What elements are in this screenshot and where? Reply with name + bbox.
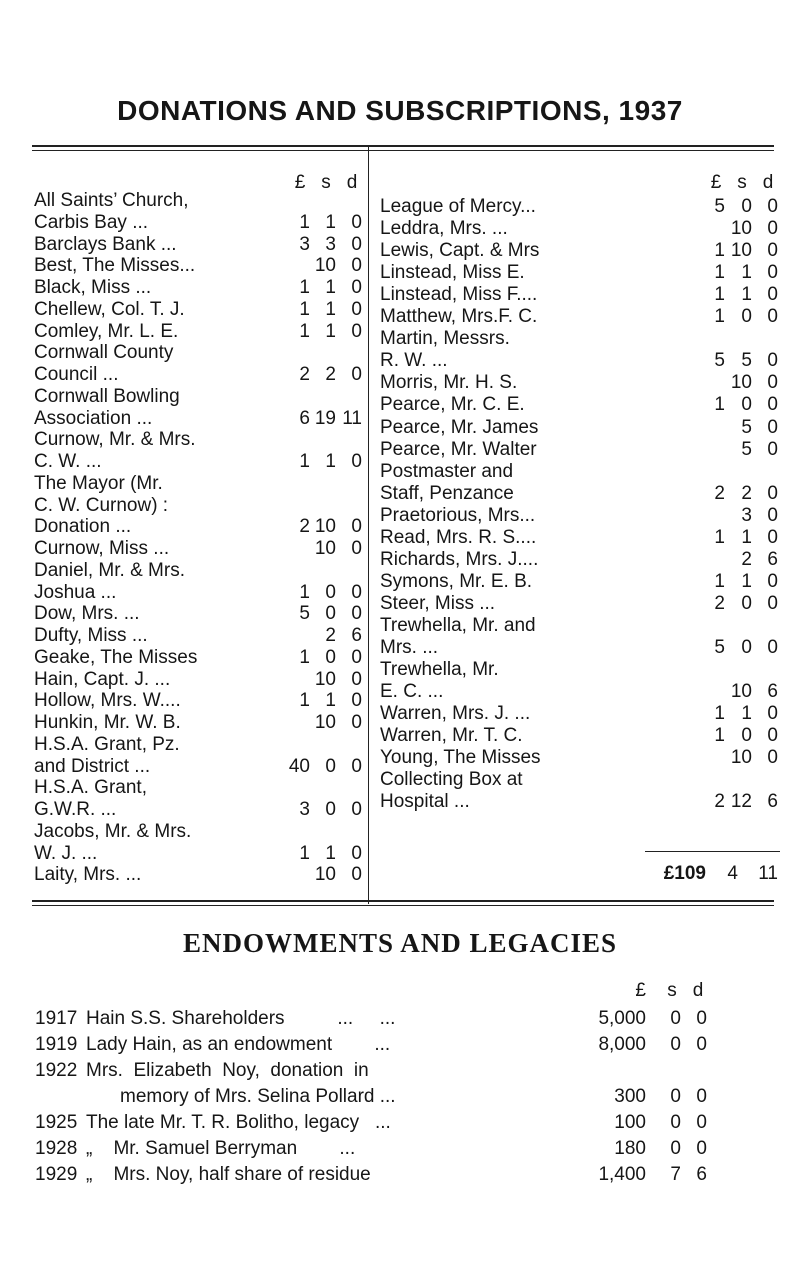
amount-shillings: 0: [325, 603, 336, 625]
amount-shillings: 0: [741, 592, 752, 614]
list-item: [0, 637, 800, 659]
list-item: [0, 659, 800, 681]
amount-pence: 0: [351, 668, 362, 690]
entry-name: Dufty, Miss ...: [34, 625, 148, 646]
list-item: [0, 328, 800, 350]
list-item: [0, 549, 800, 571]
amount-pounds: 1: [299, 646, 310, 668]
amount-pounds: 1: [299, 690, 310, 712]
bottom-double-rule: [32, 900, 774, 902]
amount-shillings: 0: [741, 394, 752, 416]
amount-pence: 0: [696, 1086, 707, 1107]
endowment-year: 1917: [35, 1008, 78, 1029]
entry-name: The Mayor (Mr.: [34, 472, 163, 494]
entry-name: Daniel, Mr. & Mrs.: [34, 559, 185, 581]
entry-name: H.S.A. Grant, Pz.: [34, 733, 180, 755]
amount-pence: 0: [351, 799, 362, 820]
entry-name: Mrs. ...: [380, 637, 439, 658]
entry-name: Leddra, Mrs. ...: [380, 218, 508, 240]
shillings-header: s: [737, 172, 747, 193]
pence-header: d: [346, 172, 358, 193]
bottom-double-rule-inner: [32, 905, 774, 906]
amount-pounds: 5: [714, 637, 725, 658]
endowments-title: ENDOWMENTS AND LEGACIES: [182, 928, 618, 958]
amount-shillings: 1: [741, 284, 752, 306]
amount-pounds: 3: [299, 233, 310, 255]
amount-shillings: 1: [325, 320, 336, 342]
amount-pounds: 5: [714, 350, 725, 372]
amount-pounds: 2: [714, 482, 725, 504]
amount-shillings: 10: [730, 681, 752, 703]
amount-pounds: 1: [299, 211, 310, 233]
amount-pence: 0: [767, 526, 778, 548]
amount-pence: 0: [351, 581, 362, 603]
amount-shillings: 10: [314, 864, 336, 886]
amount-shillings: 5: [741, 350, 752, 372]
endowment-description: The late Mr. T. R. Bolitho, legacy ...: [86, 1112, 391, 1133]
amount-pounds: 1: [714, 306, 725, 328]
entry-name: Symons, Mr. E. B.: [380, 570, 533, 592]
endow-pounds-header: £: [635, 980, 646, 1001]
endowment-year: 1922: [35, 1060, 78, 1081]
entry-name: Black, Miss ...: [34, 277, 152, 298]
amount-pounds: 5: [299, 603, 310, 625]
amount-pence: 0: [351, 712, 362, 733]
entry-name: Geake, The Misses: [34, 646, 198, 668]
amount-pounds: 1: [299, 451, 310, 472]
entry-name: Hospital ...: [380, 791, 470, 813]
endowment-row: [0, 1032, 800, 1058]
amount-pence: 0: [696, 1034, 707, 1055]
amount-pounds: 2: [299, 364, 310, 385]
amount-pence: 0: [767, 240, 778, 262]
endowment-year: 1919: [35, 1034, 78, 1055]
amount-pounds: 1: [714, 526, 725, 548]
amount-pounds: 2: [714, 791, 725, 813]
amount-pounds: 1: [714, 703, 725, 725]
amount-shillings: 10: [730, 240, 752, 262]
endowment-description: Mrs. Elizabeth Noy, donation in: [86, 1060, 369, 1081]
amount-shillings: 10: [730, 372, 752, 394]
amount-pounds: 6: [299, 407, 310, 429]
list-item: [0, 527, 800, 549]
list-item: [0, 725, 800, 747]
amount-pounds: 1: [714, 240, 725, 262]
amount-shillings: 1: [741, 526, 752, 548]
amount-pounds: 1: [714, 394, 725, 416]
amount-pence: 11: [342, 407, 362, 429]
entry-name: Association ...: [34, 407, 153, 429]
entry-name: Cornwall Bowling: [34, 385, 180, 407]
entry-name: Donation ...: [34, 516, 132, 538]
entry-name: Jacobs, Mr. & Mrs.: [34, 820, 192, 842]
amount-pence: 0: [767, 262, 778, 284]
entry-name: Postmaster and: [380, 460, 514, 482]
amount-pence: 0: [351, 364, 362, 385]
amount-pence: 0: [696, 1138, 707, 1159]
list-item: [0, 505, 800, 527]
amount-pence: 0: [767, 372, 778, 394]
list-item: [0, 681, 800, 703]
amount-pounds: 180: [614, 1138, 646, 1159]
entry-name: Carbis Bay ...: [34, 211, 149, 233]
amount-pounds: 1: [299, 298, 310, 320]
entry-name: Hollow, Mrs. W....: [34, 690, 181, 712]
amount-pence: 0: [767, 284, 778, 306]
entry-name: Warren, Mr. T. C.: [380, 725, 523, 747]
amount-pence: 6: [767, 681, 778, 703]
amount-pounds: 1: [299, 842, 310, 864]
entry-name: Hunkin, Mr. W. B.: [34, 712, 181, 733]
entry-name: C. W. ...: [34, 451, 102, 472]
endowment-row: [0, 1006, 800, 1032]
entry-name: Curnow, Miss ...: [34, 538, 170, 559]
amount-shillings: 1: [741, 570, 752, 592]
list-item: [0, 593, 800, 615]
endowment-description: memory of Mrs. Selina Pollard ...: [120, 1086, 396, 1107]
amount-shillings: 3: [741, 504, 752, 526]
endowment-row: [0, 1162, 800, 1188]
amount-shillings: 0: [325, 646, 336, 668]
amount-shillings: 10: [314, 712, 336, 733]
amount-pounds: 1,400: [598, 1164, 646, 1185]
amount-shillings: 0: [741, 306, 752, 328]
list-item: [0, 218, 800, 240]
list-item: [0, 461, 800, 483]
page-title: DONATIONS AND SUBSCRIPTIONS, 1937: [117, 95, 683, 126]
amount-shillings: 0: [325, 581, 336, 603]
top-double-rule: [32, 145, 774, 147]
amount-pence: 0: [351, 451, 362, 472]
list-item: [0, 350, 800, 372]
endowment-description: „ Mrs. Noy, half share of residue: [86, 1164, 371, 1185]
entry-name: Joshua ...: [34, 581, 117, 603]
list-item: [0, 843, 800, 865]
amount-shillings: 1: [325, 277, 336, 298]
entry-name: Martin, Messrs.: [380, 328, 510, 350]
endowment-description: Lady Hain, as an endowment ...: [86, 1034, 391, 1055]
pence-header: d: [762, 172, 774, 193]
amount-pence: 0: [351, 538, 362, 559]
list-item: [0, 240, 800, 262]
amount-shillings: 1: [741, 703, 752, 725]
amount-pence: 0: [767, 416, 778, 438]
amount-pence: 0: [351, 690, 362, 712]
entry-name: Staff, Penzance: [380, 482, 514, 504]
amount-shillings: 3: [325, 233, 336, 255]
amount-shillings: 10: [314, 516, 336, 538]
pounds-header: £: [710, 172, 722, 193]
amount-pence: 6: [696, 1164, 707, 1185]
entry-name: H.S.A. Grant,: [34, 777, 147, 799]
entry-name: Laity, Mrs. ...: [34, 864, 142, 886]
amount-pence: 6: [351, 625, 362, 646]
amount-pounds: 1: [714, 725, 725, 747]
entry-name: Lewis, Capt. & Mrs: [380, 240, 540, 262]
amount-pence: 0: [351, 277, 362, 298]
amount-pounds: 3: [299, 799, 310, 820]
amount-pence: 0: [767, 504, 778, 526]
endowment-year: 1925: [35, 1112, 78, 1133]
amount-shillings: 1: [325, 451, 336, 472]
list-item: [0, 372, 800, 394]
amount-pounds: 1: [714, 570, 725, 592]
list-item: [0, 747, 800, 769]
amount-shillings: 0: [670, 1086, 681, 1107]
amount-shillings: 7: [670, 1164, 681, 1185]
amount-pence: 0: [696, 1112, 707, 1133]
amount-pence: 0: [351, 864, 362, 886]
amount-pence: 0: [767, 394, 778, 416]
endow-shillings-header: s: [667, 980, 677, 1001]
amount-pence: 0: [767, 482, 778, 504]
amount-shillings: 12: [730, 791, 752, 813]
amount-shillings: 0: [741, 196, 752, 217]
endowment-description: „ Mr. Samuel Berryman ...: [86, 1138, 356, 1159]
list-item: [0, 306, 800, 328]
list-item: [0, 571, 800, 593]
amount-shillings: 10: [730, 747, 752, 769]
amount-shillings: 0: [670, 1034, 681, 1055]
entry-name: E. C. ...: [380, 681, 444, 703]
list-item: [0, 769, 800, 791]
entry-name: Best, The Misses...: [34, 255, 196, 277]
list-item: [0, 284, 800, 306]
amount-pence: 0: [351, 755, 362, 777]
amount-pence: 0: [696, 1008, 707, 1029]
amount-pence: 0: [767, 592, 778, 614]
entry-name: Pearce, Mr. C. E.: [380, 394, 525, 416]
pounds-header: £: [294, 172, 306, 193]
amount-shillings: 10: [314, 668, 336, 690]
amount-shillings: 19: [314, 407, 336, 429]
amount-shillings: 0: [670, 1138, 681, 1159]
entry-name: Warren, Mrs. J. ...: [380, 703, 531, 725]
amount-pounds: 2: [299, 516, 310, 538]
amount-pounds: 5,000: [598, 1008, 646, 1029]
amount-pence: 0: [351, 603, 362, 625]
entry-name: Pearce, Mr. Walter: [380, 438, 537, 460]
amount-pounds: 2: [714, 592, 725, 614]
endowment-row: [0, 1058, 800, 1084]
entry-name: Barclays Bank ...: [34, 233, 177, 255]
amount-shillings: 1: [325, 211, 336, 233]
amount-pence: 0: [351, 233, 362, 255]
shillings-header: s: [321, 172, 331, 193]
amount-shillings: 10: [314, 538, 336, 559]
amount-pounds: 300: [614, 1086, 646, 1107]
endowment-row: [0, 1136, 800, 1162]
amount-pounds: 1: [299, 277, 310, 298]
amount-shillings: 2: [325, 364, 336, 385]
amount-pounds: 1: [714, 262, 725, 284]
amount-shillings: 0: [741, 725, 752, 747]
list-item: [0, 615, 800, 637]
entry-name: Council ...: [34, 364, 119, 385]
endowment-year: 1928: [35, 1138, 78, 1159]
amount-pence: 0: [351, 255, 362, 277]
amount-pounds: 100: [614, 1112, 646, 1133]
amount-pence: 0: [351, 646, 362, 668]
amount-pence: 0: [351, 516, 362, 538]
endowment-row: [0, 1084, 800, 1110]
amount-pounds: 40: [288, 755, 310, 777]
amount-pounds: 1: [714, 284, 725, 306]
entry-name: All Saints’ Church,: [34, 190, 189, 211]
entry-name: C. W. Curnow) :: [34, 494, 169, 516]
list-item: [0, 821, 800, 843]
amount-pence: 0: [351, 211, 362, 233]
amount-shillings: 0: [670, 1112, 681, 1133]
entry-name: Young, The Misses: [380, 747, 541, 769]
amount-pence: 0: [767, 438, 778, 460]
total-pounds: £109: [663, 863, 706, 884]
endowment-description: Hain S.S. Shareholders ... ...: [86, 1008, 396, 1029]
amount-pence: 0: [767, 196, 778, 217]
amount-shillings: 2: [741, 482, 752, 504]
entry-name: Morris, Mr. H. S.: [380, 372, 518, 394]
top-double-rule-inner: [32, 150, 774, 151]
total-pence: 11: [758, 863, 778, 884]
endowment-row: [0, 1110, 800, 1136]
entry-name: Comley, Mr. L. E.: [34, 320, 179, 342]
entry-name: R. W. ...: [380, 350, 448, 372]
amount-pence: 0: [351, 320, 362, 342]
amount-pence: 0: [767, 350, 778, 372]
amount-pence: 0: [767, 703, 778, 725]
amount-shillings: 0: [741, 637, 752, 658]
entry-name: Trewhella, Mr.: [380, 659, 499, 681]
grand-total-row: [0, 863, 800, 885]
entry-name: Pearce, Mr. James: [380, 416, 539, 438]
amount-pence: 0: [767, 570, 778, 592]
amount-shillings: 1: [325, 298, 336, 320]
list-item: [0, 417, 800, 439]
entry-name: Richards, Mrs. J....: [380, 548, 539, 570]
amount-shillings: 1: [325, 690, 336, 712]
entry-name: Curnow, Mr. & Mrs.: [34, 429, 196, 451]
total-rule: [645, 851, 780, 852]
list-item: [0, 439, 800, 461]
entry-name: Collecting Box at: [380, 769, 523, 791]
total-shillings: 4: [727, 863, 738, 884]
entry-name: Cornwall County: [34, 342, 174, 364]
amount-shillings: 2: [741, 548, 752, 570]
amount-pence: 0: [767, 306, 778, 328]
amount-shillings: 0: [325, 755, 336, 777]
amount-pounds: 5: [714, 196, 725, 217]
entry-name: Steer, Miss ...: [380, 592, 496, 614]
amount-shillings: 0: [670, 1008, 681, 1029]
amount-shillings: 5: [741, 416, 752, 438]
amount-shillings: 2: [325, 625, 336, 646]
amount-shillings: 10: [314, 255, 336, 277]
entry-name: Matthew, Mrs.F. C.: [380, 306, 538, 328]
entry-name: Praetorious, Mrs...: [380, 504, 536, 526]
amount-pence: 0: [351, 298, 362, 320]
amount-pence: 6: [767, 791, 778, 813]
amount-pounds: 1: [299, 320, 310, 342]
endowment-year: 1929: [35, 1164, 78, 1185]
list-item: [0, 196, 800, 218]
entry-name: Linstead, Miss E.: [380, 262, 525, 284]
list-item: [0, 703, 800, 725]
entry-name: and District ...: [34, 755, 151, 777]
endow-pence-header: d: [692, 980, 704, 1001]
amount-pence: 0: [351, 842, 362, 864]
entry-name: League of Mercy...: [380, 196, 536, 217]
amount-shillings: 1: [741, 262, 752, 284]
amount-pounds: 1: [299, 581, 310, 603]
amount-pence: 6: [767, 548, 778, 570]
amount-shillings: 10: [730, 218, 752, 240]
list-item: [0, 791, 800, 813]
amount-pounds: 8,000: [598, 1034, 646, 1055]
amount-pence: 0: [767, 637, 778, 658]
list-item: [0, 394, 800, 416]
entry-name: Read, Mrs. R. S....: [380, 526, 537, 548]
entry-name: W. J. ...: [34, 842, 98, 864]
amount-shillings: 1: [325, 842, 336, 864]
amount-pence: 0: [767, 725, 778, 747]
amount-shillings: 5: [741, 438, 752, 460]
entry-name: G.W.R. ...: [34, 799, 117, 820]
amount-shillings: 0: [325, 799, 336, 820]
entry-name: Chellew, Col. T. J.: [34, 298, 185, 320]
entry-name: Hain, Capt. J. ...: [34, 668, 171, 690]
list-item: [0, 262, 800, 284]
amount-pence: 0: [767, 218, 778, 240]
entry-name: Trewhella, Mr. and: [380, 614, 536, 636]
list-item: [0, 483, 800, 505]
amount-pence: 0: [767, 747, 778, 769]
entry-name: Linstead, Miss F....: [380, 284, 538, 306]
entry-name: Dow, Mrs. ...: [34, 603, 140, 625]
